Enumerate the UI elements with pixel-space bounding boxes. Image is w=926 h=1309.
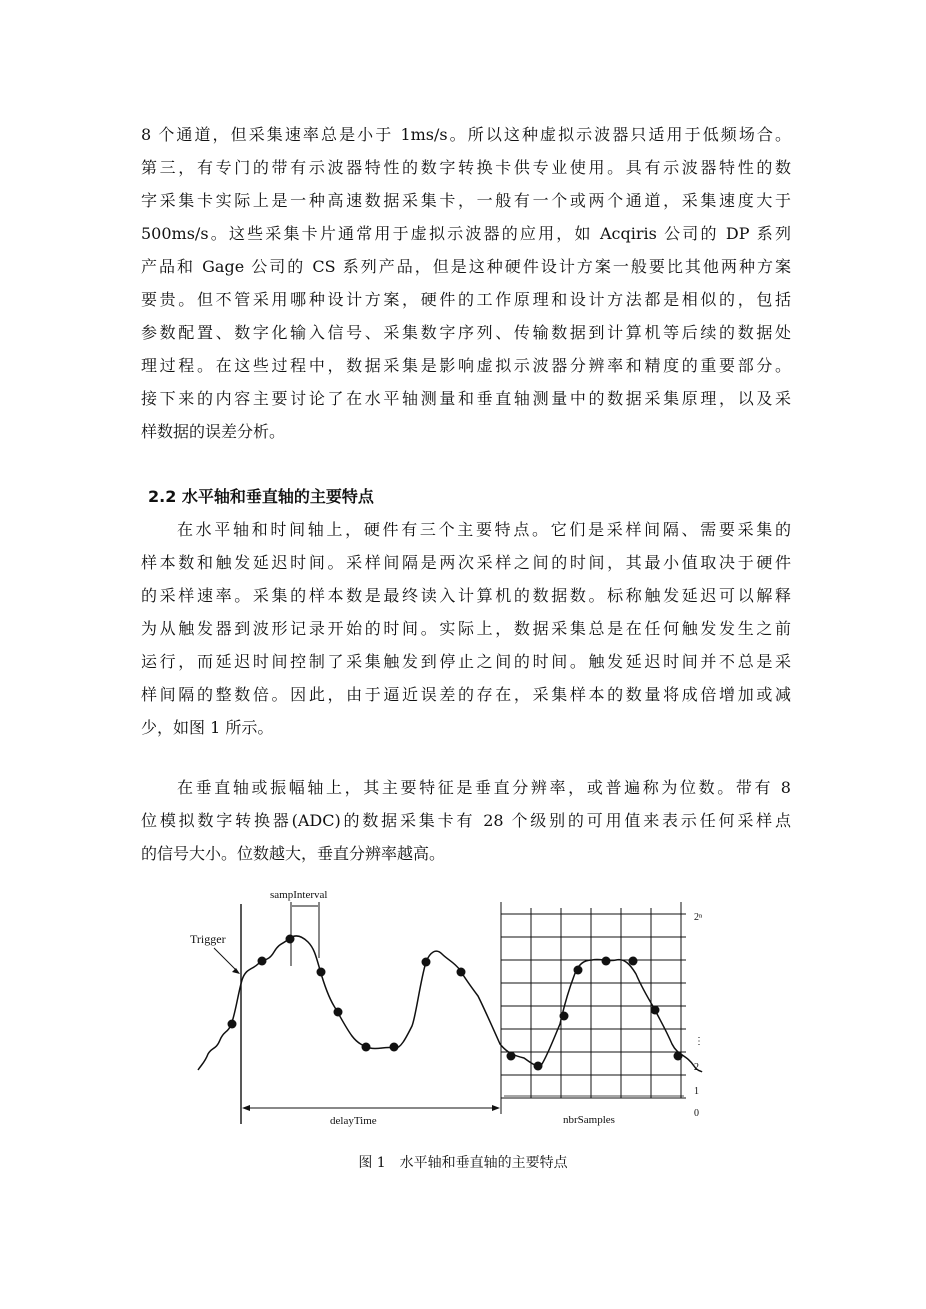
- y-label-1: 1: [694, 1086, 699, 1097]
- text-line: 位模拟数字转换器(ADC)的数据采集卡有 28 个级别的可用值来表示任何采样点: [141, 811, 791, 830]
- delay-time-arrowhead-right: [492, 1105, 500, 1111]
- text-line: 在垂直轴或振幅轴上，其主要特征是垂直分辨率，或普遍称为位数。带有 8: [177, 778, 791, 797]
- text-line: 为从触发器到波形记录开始的时间。实际上，数据采集总是在任何触发发生之前: [141, 619, 791, 638]
- y-label-dots: ⋮: [694, 1036, 704, 1047]
- text-line: 产品和 Gage 公司的 CS 系列产品，但是这种硬件设计方案一般要比其他两种方案: [141, 257, 791, 276]
- y-label-top: 2ⁿ: [694, 912, 703, 923]
- text-line: 运行，而延迟时间控制了采集触发到停止之间的时间。触发延迟时间并不总是采: [141, 652, 791, 671]
- text-line: 样数据的误差分析。: [141, 422, 286, 441]
- paragraph-3: [141, 771, 791, 870]
- figure-caption: [0, 1152, 926, 1172]
- text-line: 的采样速率。采集的样本数是最终读入计算机的数据数。标称触发延迟可以解释: [141, 586, 791, 605]
- text-line: 在水平轴和时间轴上，硬件有三个主要特点。它们是采样间隔、需要采集的: [177, 520, 791, 539]
- caption-number: 图 1: [358, 1155, 386, 1171]
- delay-time-arrowhead-left: [242, 1105, 250, 1111]
- y-label-0: 0: [694, 1108, 699, 1119]
- text-line: 的信号大小。位数越大，垂直分辨率越高。: [141, 844, 446, 863]
- text-line: 理过程。在这些过程中，数据采集是影响虚拟示波器分辨率和精度的重要部分。: [141, 356, 791, 375]
- trigger-label: Trigger: [190, 932, 226, 946]
- trigger-arrowhead: [232, 968, 240, 974]
- caption-text: 水平轴和垂直轴的主要特点: [399, 1155, 568, 1171]
- nbr-samples-label: nbrSamples: [563, 1114, 615, 1126]
- text-line: 样本数和触发延迟时间。采样间隔是两次采样之间的时间，其最小值取决于硬件: [141, 553, 791, 572]
- figure-1: [186, 884, 716, 1128]
- text-line: 要贵。但不管采用哪种设计方案，硬件的工作原理和设计方法都是相似的，包括: [141, 290, 791, 309]
- text-line: 样间隔的整数倍。因此，由于逼近误差的存在，采集样本的数量将成倍增加或减: [141, 685, 791, 704]
- y-label-2: 2: [694, 1062, 699, 1073]
- text-line: 接下来的内容主要讨论了在水平轴测量和垂直轴测量中的数据采集原理，以及采: [141, 389, 791, 408]
- section-heading: 2.2 水平轴和垂直轴的主要特点: [148, 487, 374, 506]
- text-line: 8 个通道，但采集速率总是小于 1ms/s。所以这种虚拟示波器只适用于低频场合。: [141, 125, 791, 144]
- sampling-grid: [501, 902, 686, 1098]
- trigger-arrow: [214, 948, 236, 970]
- paragraph-1: [141, 118, 791, 448]
- text-line: 500ms/s。这些采集卡片通常用于虚拟示波器的应用，如 Acqiris 公司的 DP 系列: [141, 224, 791, 243]
- text-line: 少，如图 1 所示。: [141, 718, 274, 737]
- text-line: 第三，有专门的带有示波器特性的数字转换卡供专业使用。具有示波器特性的数: [141, 158, 791, 177]
- samp-interval-label: sampInterval: [270, 889, 328, 901]
- paragraph-2: [141, 513, 791, 744]
- delay-time-label: delayTime: [330, 1115, 377, 1127]
- text-line: 字采集卡实际上是一种高速数据采集卡，一般有一个或两个通道，采集速度大于: [141, 191, 791, 210]
- text-line: 参数配置、数字化输入信号、采集数字序列、传输数据到计算机等后续的数据处: [141, 323, 791, 342]
- waveform-diagram: [186, 884, 716, 1128]
- sample-points: [228, 935, 683, 1071]
